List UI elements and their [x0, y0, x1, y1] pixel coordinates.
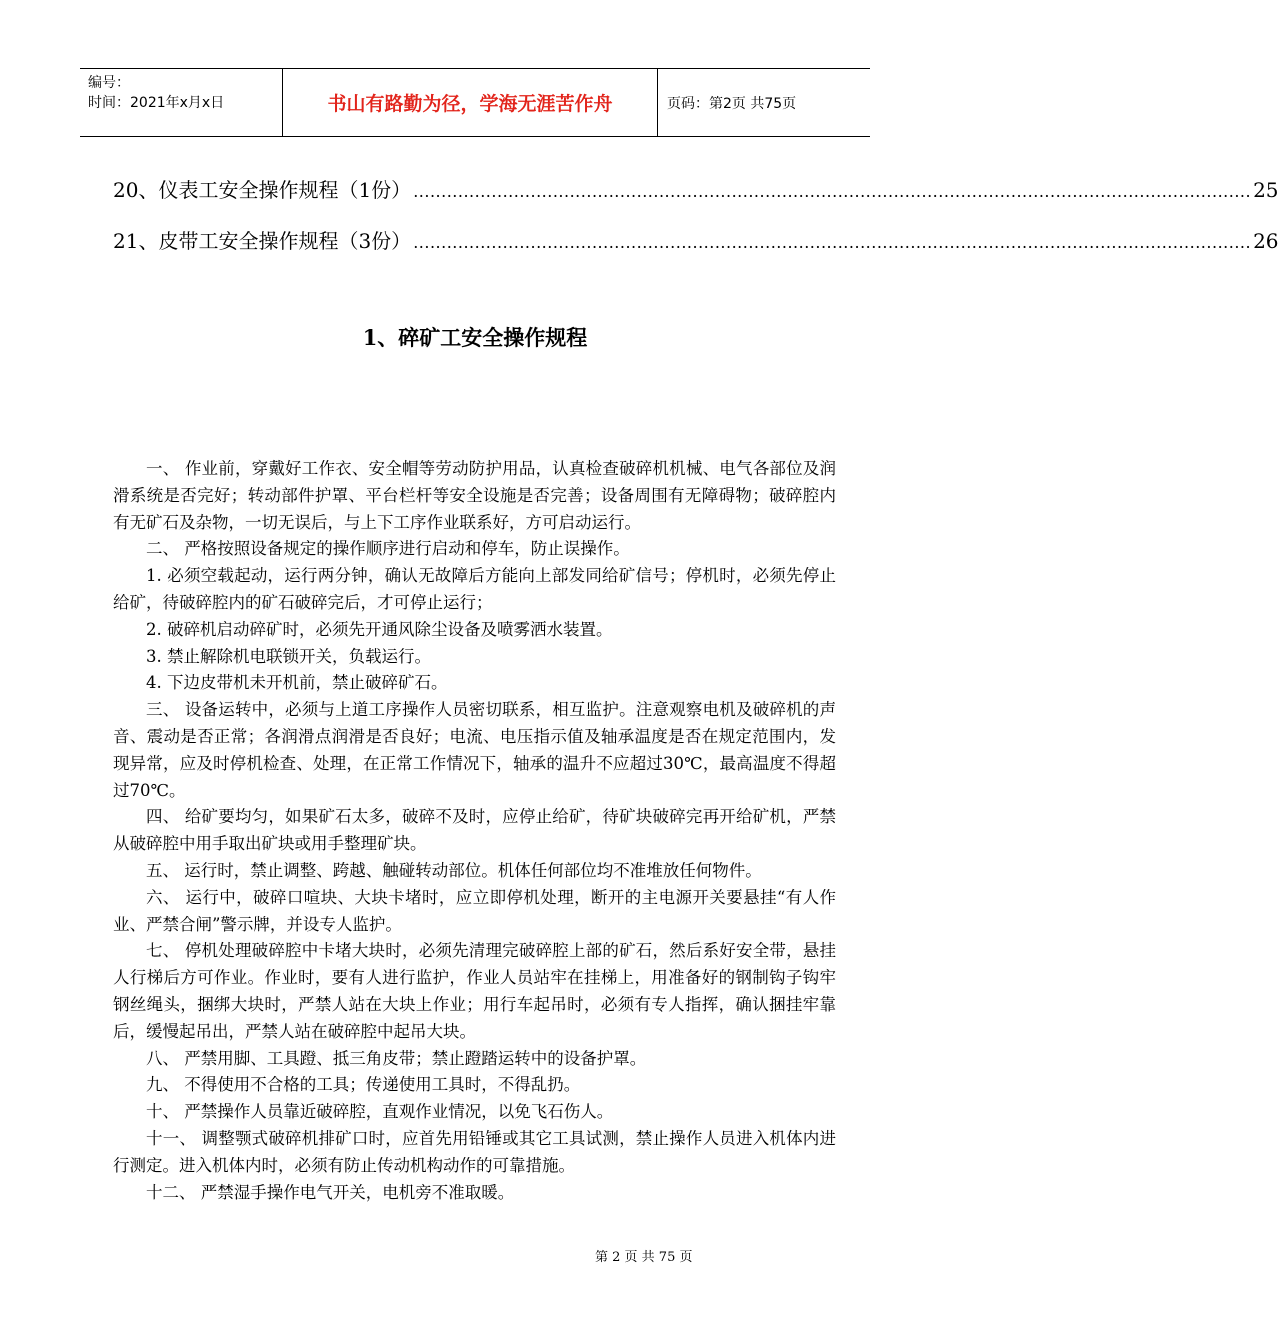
header-motto: 书山有路勤为径，学海无涯苦作舟: [282, 69, 658, 136]
toc-entry[interactable]: [113, 225, 1279, 254]
toc-entry-title: 20、仪表工安全操作规程（1份）: [113, 178, 412, 202]
paragraph: 二、 严格按照设备规定的操作顺序进行启动和停车，防止误操作。: [146, 539, 630, 559]
section-title: 1、碎矿工安全操作规程: [362, 325, 588, 350]
paragraph: 十二、 严禁湿手操作电气开关，电机旁不准取暖。: [146, 1182, 515, 1202]
paragraph: 十、 严禁操作人员靠近破碎腔，直观作业情况，以免飞石伤人。: [146, 1102, 614, 1122]
toc-leader: ......................................................................................................................................................: [413, 233, 1252, 252]
paragraph: 五、 运行时，禁止调整、跨越、触碰转动部位。机体任何部位均不准堆放任何物件。: [146, 860, 762, 880]
toc-entry-title: 21、皮带工安全操作规程（3份）: [113, 229, 412, 253]
paragraph: 八、 严禁用脚、工具蹬、抵三角皮带；禁止蹬踏运转中的设备护罩。: [146, 1048, 647, 1068]
paragraph: 一、 作业前，穿戴好工作衣、安全帽等劳动防护用品，认真检查破碎机机械、电气各部位及润滑系统是否完好；转动部件护罩、平台栏杆等安全设施是否完善；设备周围有无障碍物；破碎腔内有无矿石及杂物，一切无误后，与上下工序作业联系好，方可启动运行。: [113, 459, 836, 532]
paragraph: 4. 下边皮带机未开机前，禁止破碎矿石。: [146, 673, 448, 693]
toc-entry-page: 26: [1253, 229, 1279, 253]
toc-leader: ......................................................................................................................................................: [413, 182, 1252, 201]
paragraph: 九、 不得使用不合格的工具；传递使用工具时，不得乱扔。: [146, 1075, 581, 1095]
paragraph: 十一、 调整颚式破碎机排矿口时，应首先用铅锤或其它工具试测，禁止操作人员进入机体内进行测定。进入机体内时，必须有防止传动机构动作的可靠措施。: [113, 1128, 836, 1175]
header-page-number: 页码：第2页 共75页: [667, 95, 797, 112]
rules-body: [113, 456, 836, 1206]
paragraph: 四、 给矿要均匀，如果矿石太多，破碎不及时，应停止给矿，待矿块破碎完再开给矿机，严禁从破碎腔中用手取出矿块或用手整理矿块。: [113, 807, 836, 854]
toc-entry[interactable]: [113, 174, 1279, 203]
paragraph: 三、 设备运转中，必须与上道工序操作人员密切联系，相互监护。注意观察电机及破碎机的声音、震动是否正常；各润滑点润滑是否良好；电流、电压指示值及轴承温度是否在规定范围内，发现异常，应及时停机检查、处理，在正常工作情况下，轴承的温升不应超过30℃，最高温度不得超过70℃。: [113, 700, 836, 800]
page-header: [80, 68, 870, 137]
paragraph: 3. 禁止解除机电联锁开关，负载运行。: [146, 646, 431, 666]
paragraph: 七、 停机处理破碎腔中卡堵大块时，必须先清理完破碎腔上部的矿石，然后系好安全带，悬挂人行梯后方可作业。作业时，要有人进行监护，作业人员站牢在挂梯上，用准备好的钢制钩子钩牢钢丝绳头，捆绑大块时，严禁人站在大块上作业；用行车起吊时，必须有专人指挥，确认捆挂牢靠后，缓慢起吊出，严禁人站在破碎腔中起吊大块。: [113, 941, 836, 1041]
paragraph: 六、 运行中，破碎口喧块、大块卡堵时，应立即停机处理，断开的主电源开关要悬挂“有人作业、严禁合闸”警示牌，并设专人监护。: [113, 887, 836, 934]
paragraph: 2. 破碎机启动碎矿时，必须先开通风除尘设备及喷雾洒水装置。: [146, 619, 613, 639]
toc-entry-page: 25: [1253, 178, 1279, 202]
header-date: 时间：2021年x月x日: [88, 95, 225, 111]
header-info: [80, 69, 282, 136]
header-number: 编号：: [88, 75, 130, 91]
page-footer: 第 2 页 共 75 页: [595, 1250, 693, 1265]
paragraph: 1. 必须空载起动，运行两分钟，确认无故障后方能向上部发同给矿信号；停机时，必须先停止给矿，待破碎腔内的矿石破碎完后，才可停止运行；: [113, 566, 836, 612]
